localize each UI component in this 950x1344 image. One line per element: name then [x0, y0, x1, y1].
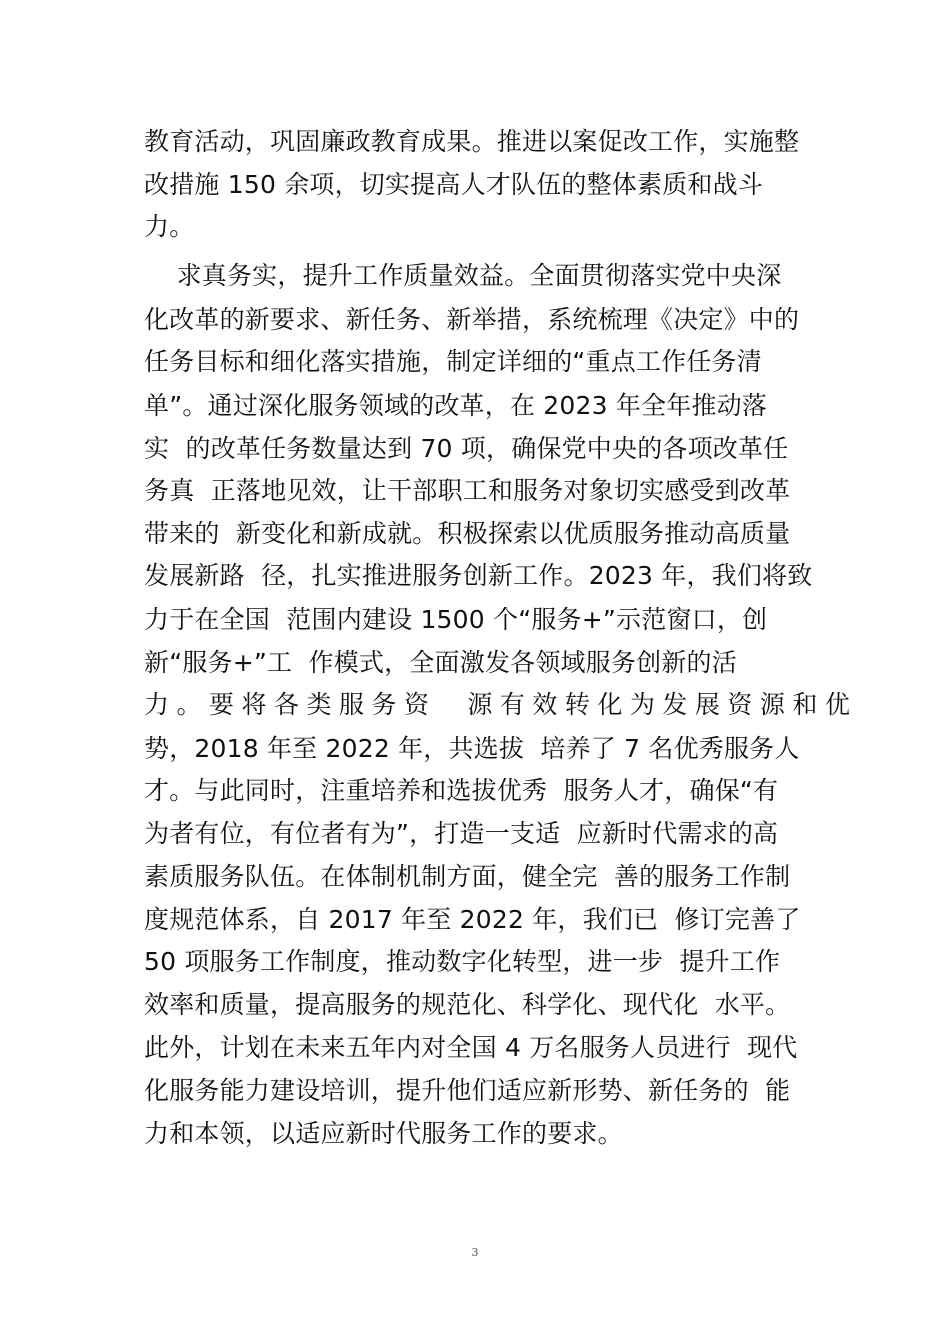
text-line: 为者有位，有位者有为”，打造一支适 应新时代需求的高 [144, 819, 779, 848]
text-line: 力于在全国 范围内建设 1500 个“服务+”示范窗口，创 [144, 605, 768, 634]
text-line: 求真务实，提升工作质量效益。全面贯彻落实党中央深 [144, 261, 782, 290]
text-line: 力。 [144, 212, 195, 241]
text-line: 50 项服务工作制度，推动数字化转型，进一步 提升工作 [144, 947, 781, 976]
page-number: 3 [471, 1246, 479, 1259]
text-line: 单”。通过深化服务领域的改革，在 2023 年全年推动落 [144, 391, 768, 420]
text-line: 力。要将各类服务资 源有效转化为发展资源和优 [144, 690, 858, 719]
text-line: 此外，计划在未来五年内对全国 4 万名服务人员进行 现代 [144, 1033, 798, 1062]
text-line: 化服务能力建设培训，提升他们适应新形势、新任务的 能 [144, 1076, 791, 1105]
text-line: 教育活动，巩固廉政教育成果。推进以案促改工作，实施整 [144, 127, 800, 156]
text-line: 改措施 150 余项，切实提高人才队伍的整体素质和战斗 [144, 170, 764, 199]
text-line: 化改革的新要求、新任务、新举措，系统梳理《决定》中的 [144, 305, 800, 334]
text-line: 实 的改革任务数量达到 70 项，确保党中央的各项改革任 [144, 434, 789, 463]
text-line: 才。与此同时，注重培养和选拔优秀 服务人才，确保“有 [144, 776, 779, 805]
text-line: 新“服务+”工 作模式，全面激发各领域服务创新的活 [144, 648, 737, 677]
text-line: 素质服务队伍。在体制机制方面，健全完 善的服务工作制 [144, 862, 791, 891]
text-line: 任务目标和细化落实措施，制定详细的“重点工作任务清 [144, 347, 762, 376]
text-line: 效率和质量，提高服务的规范化、科学化、现代化 水平。 [144, 990, 791, 1019]
text-line: 带来的 新变化和新成就。积极探索以优质服务推动高质量 [144, 519, 791, 548]
text-line: 势，2018 年至 2022 年，共选拔 培养了 7 名优秀服务人 [144, 734, 800, 763]
text-line: 力和本领，以适应新时代服务工作的要求。 [144, 1119, 623, 1148]
text-line: 度规范体系，自 2017 年至 2022 年，我们已 修订完善了 [144, 905, 801, 934]
text-line: 发展新路 径，扎实推进服务创新工作。2023 年，我们将致 [144, 561, 813, 590]
text-line: 务真 正落地见效，让干部职工和服务对象切实感受到改革 [144, 476, 791, 505]
